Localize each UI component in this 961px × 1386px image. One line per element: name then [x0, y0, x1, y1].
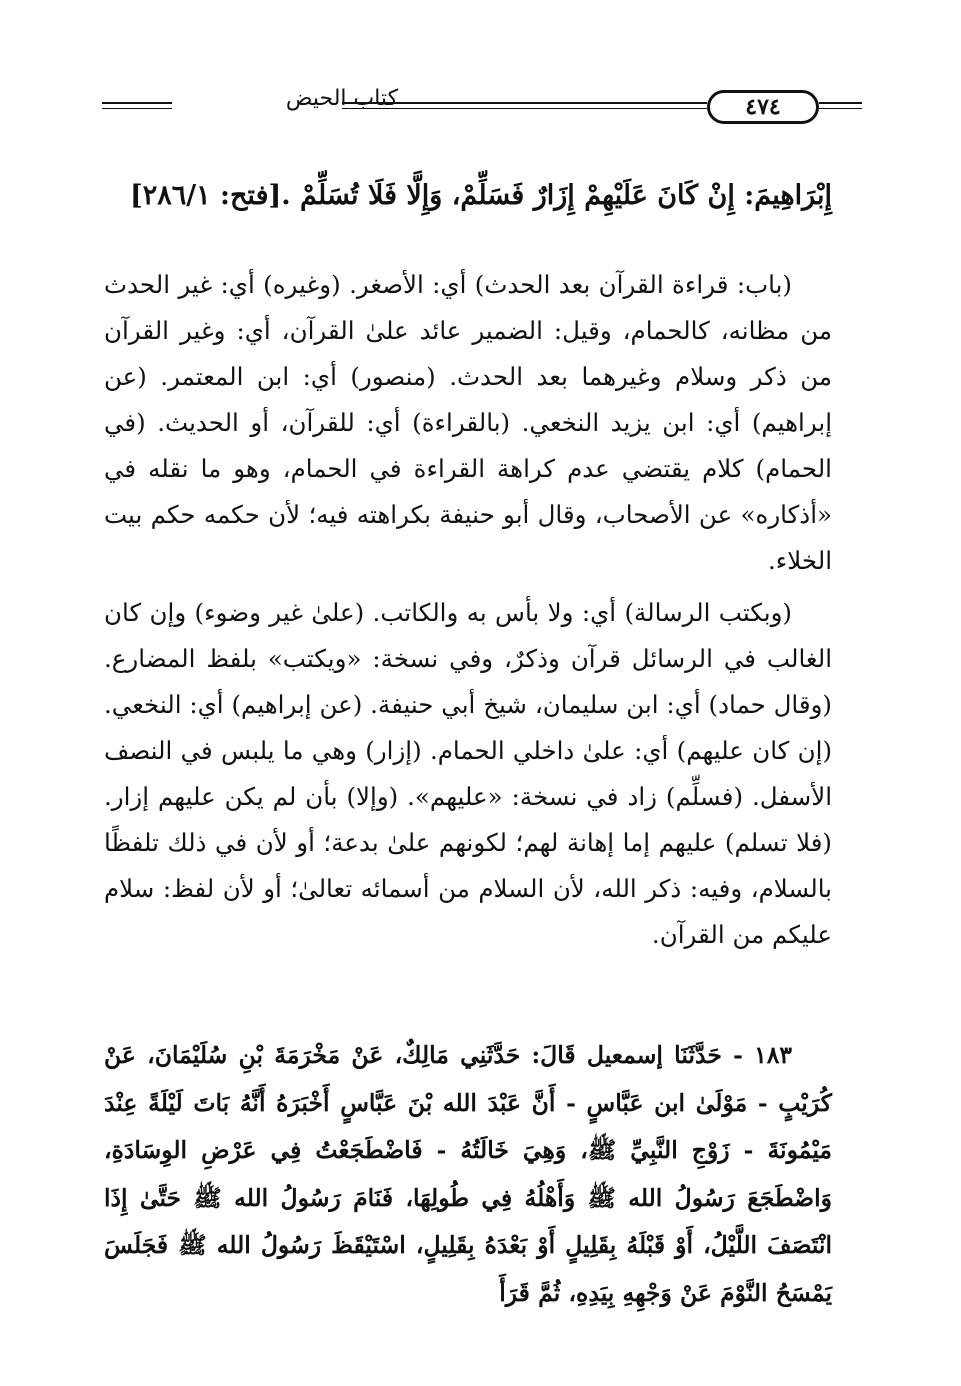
- hadith-text: ١٨٣ - حَدَّثَنَا إسمعيل قَالَ: حَدَّثَنِي مَالِكٌ، عَنْ مَخْرَمَةَ بْنِ سُلَيْمَانَ، عَنْ كُرَيْبٍ - مَوْلَىٰ ابن عَبَّاسٍ - أَنَّ عَبْدَ الله بْنَ عَبَّاسٍ أَخْبَرَهُ أَنَّهُ بَاتَ لَيْلَةً عِنْدَ مَيْمُونَةَ - زَوْجِ النَّبِيِّ ﷺ، وَهِيَ خَالَتُهُ - فَاضْطَجَعْتُ فِي عَرْضِ الوِسَادَةِ، وَاضْطَجَعَ رَسُولُ الله ﷺ وَأَهْلُهُ فِي طُولِهَا، فَنَامَ رَسُولُ الله ﷺ حَتَّىٰ إِذَا انْتَصَفَ اللَّيْلُ، أَوْ قَبْلَهُ بِقَلِيلٍ أَوْ بَعْدَهُ بِقَلِيلٍ، اسْتَيْقَظَ رَسُولُ الله ﷺ فَجَلَسَ يَمْسَحُ النَّوْمَ عَنْ وَجْهِهِ بِيَدِهِ، ثُمَّ قَرَأَ: [104, 1041, 832, 1307]
- commentary-paragraph: (وبكتب الرسالة) أي: ولا بأس به والكاتب. (علىٰ غير وضوء) وإن كان الغالب في الرسائل قرآن وذكرٌ، وفي نسخة: «ويكتب» بلفظ المضارع. (وقال حماد) أي: ابن سليمان، شيخ أبي حنيفة. (عن إبراهيم) أي: النخعي. (إن كان عليهم) أي: علىٰ داخلي الحمام. (إزار) وهي ما يلبس في النصف الأسفل. (فسلِّم) زاد في نسخة: «عليهم». (وإلا) بأن لم يكن عليهم إزار. (فلا تسلم) عليهم إما إهانة لهم؛ لكونهم علىٰ بدعة؛ أو لأن في ذلك تلفظًا بالسلام، وفيه: ذكر الله، لأن السلام من أسمائه تعالىٰ؛ أو لأن لفظ: سلام عليكم من القرآن.: [104, 598, 832, 949]
- book-title: كتاب الحيض: [285, 86, 399, 111]
- commentary-paragraph: (باب: قراءة القرآن بعد الحدث) أي: الأصغر. (وغيره) أي: غير الحدث من مظانه، كالحمام، وقيل: الضمير عائد علىٰ القرآن، أي: وغير القرآن من ذكر وسلام وغيرهما بعد الحدث. (منصور) أي: ابن المعتمر. (عن إبراهيم) أي: ابن يزيد النخعي. (بالقراءة) أي: للقرآن، أو الحديث. (في الحمام) كلام يقتضي عدم كراهة القراءة في الحمام، وهو ما نقله في «أذكاره» عن الأصحاب، وقال أبو حنيفة بكراهته فيه؛ لأن حكمه حكم بيت الخلاء.: [104, 270, 832, 575]
- page-header: [102, 82, 862, 128]
- page-number: ٤٧٤: [745, 94, 781, 120]
- page-number-badge: [707, 90, 819, 124]
- commentary: [104, 262, 832, 958]
- header-rule-middle-thin: [342, 108, 707, 109]
- header-rule-right: [819, 102, 862, 104]
- header-rule-middle: [342, 102, 707, 104]
- header-rule-left-thin: [102, 108, 172, 109]
- header-rule-right-thin: [819, 108, 862, 109]
- quoted-text: إِبْرَاهِيمَ: إِنْ كَانَ عَلَيْهِمْ إِزَارٌ فَسَلِّمْ، وَإِلَّا فَلَا تُسَلِّمْ .[فتح: ٢٨٦/١]: [129, 180, 832, 211]
- header-rule-left: [102, 102, 172, 104]
